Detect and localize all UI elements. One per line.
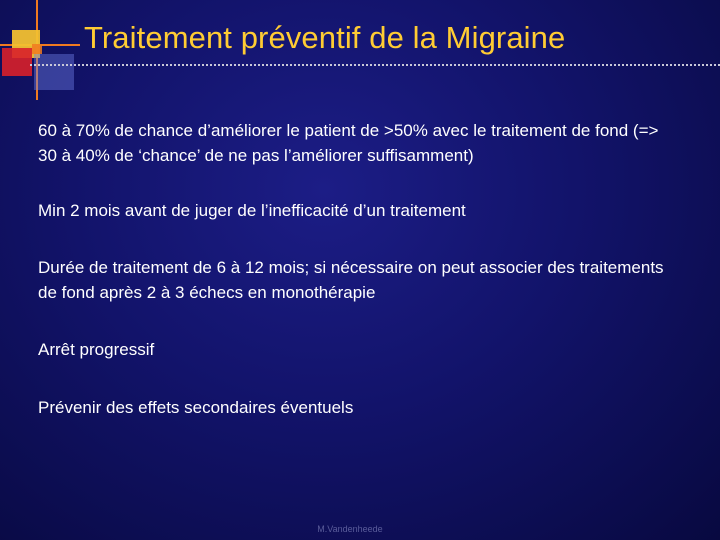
title-divider xyxy=(30,64,720,66)
paragraph-treatment-duration: Durée de traitement de 6 à 12 mois; si nécessaire on peut associer des traitements de fond après 2 à 3 échecs en monothérapie xyxy=(38,258,664,302)
slide-footer xyxy=(0,524,720,534)
slide-title: Traitement préventif de la Migraine xyxy=(84,20,566,55)
paragraph-min-duration: Min 2 mois avant de juger de l’inefficacité d’un traitement xyxy=(38,201,466,220)
paragraph-side-effects: Prévenir des effets secondaires éventuels xyxy=(38,398,354,417)
paragraph-progressive-stop: Arrêt progressif xyxy=(38,340,155,359)
paragraph-efficacy: 60 à 70% de chance d’améliorer le patient de >50% avec le traitement de fond (=> 30 à 40% de ‘chance’ de ne pas l’améliorer suffisamment) xyxy=(38,121,659,165)
decorative-logo-icon xyxy=(0,0,80,100)
footer-author: M.Vandenheede xyxy=(317,524,383,534)
